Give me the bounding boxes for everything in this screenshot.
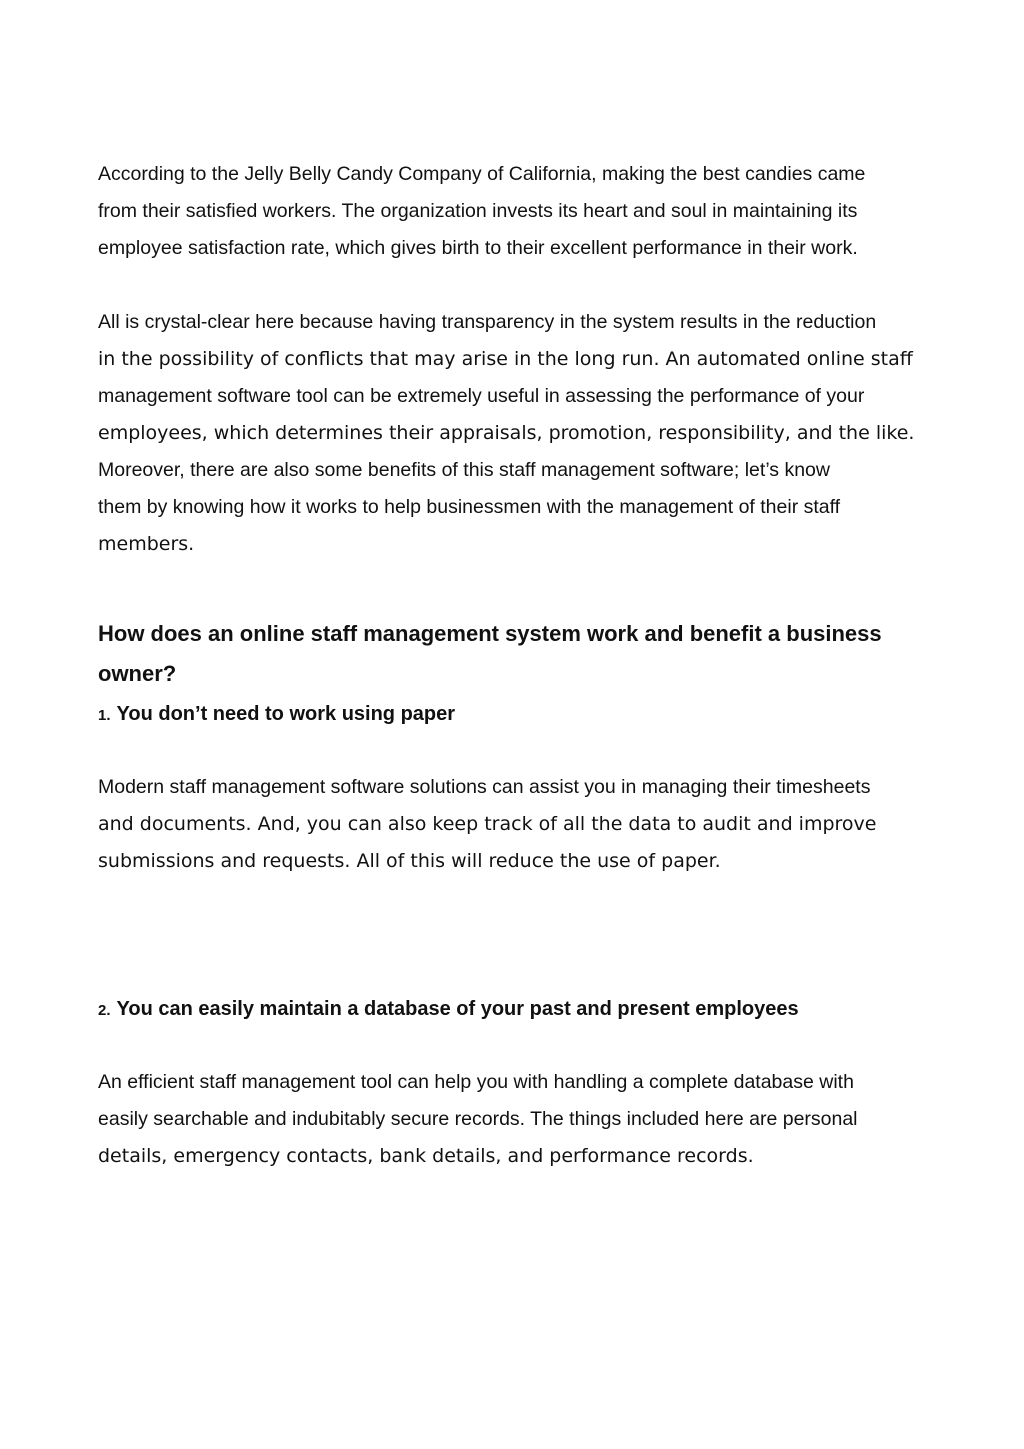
- point-title: You don’t need to work using paper: [116, 703, 456, 725]
- paragraph-line: and documents. And, you can also keep track of all the data to audit and improve: [98, 813, 877, 835]
- point-title: You can easily maintain a database of your past and present employees: [116, 998, 799, 1020]
- paragraph-line: An efficient staff management tool can help you with handling a complete database with: [98, 1071, 854, 1093]
- paragraph-line: Moreover, there are also some benefits of this staff management software; let’s know: [98, 459, 830, 481]
- paragraph-line: easily searchable and indubitably secure records. The things included here are personal: [98, 1108, 858, 1130]
- heading-line: How does an online staff management system work and benefit a business: [98, 621, 882, 646]
- point-number: 1.: [98, 707, 111, 724]
- paragraph-line: employees, which determines their appraisals, promotion, responsibility, and the like.: [98, 422, 915, 444]
- point-1-heading: [98, 699, 958, 731]
- point-2-paragraph: [98, 1064, 958, 1175]
- point-number: 2.: [98, 1002, 111, 1019]
- paragraph-line: management software tool can be extremely useful in assessing the performance of your: [98, 385, 865, 407]
- paragraph-line: members.: [98, 533, 195, 555]
- paragraph-line: All is crystal-clear here because having transparency in the system results in the reduction: [98, 311, 877, 333]
- paragraph-line: submissions and requests. All of this will reduce the use of paper.: [98, 850, 721, 872]
- intro-paragraph: [98, 156, 958, 267]
- transparency-paragraph: [98, 304, 958, 563]
- paragraph-line: them by knowing how it works to help businessmen with the management of their staff: [98, 496, 841, 518]
- paragraph-line: employee satisfaction rate, which gives birth to their excellent performance in their work.: [98, 237, 858, 259]
- paragraph-line: details, emergency contacts, bank details, and performance records.: [98, 1145, 754, 1167]
- point-1-paragraph: [98, 769, 958, 880]
- heading-line: owner?: [98, 661, 177, 686]
- paragraph-line: Modern staff management software solutions can assist you in managing their timesheets: [98, 776, 871, 798]
- point-2-heading: [98, 994, 958, 1026]
- paragraph-line: from their satisfied workers. The organization invests its heart and soul in maintaining its: [98, 200, 858, 222]
- paragraph-line: in the possibility of conflicts that may arise in the long run. An automated online staff: [98, 348, 913, 370]
- paragraph-line: According to the Jelly Belly Candy Company of California, making the best candies came: [98, 163, 866, 185]
- section-heading: [98, 614, 958, 694]
